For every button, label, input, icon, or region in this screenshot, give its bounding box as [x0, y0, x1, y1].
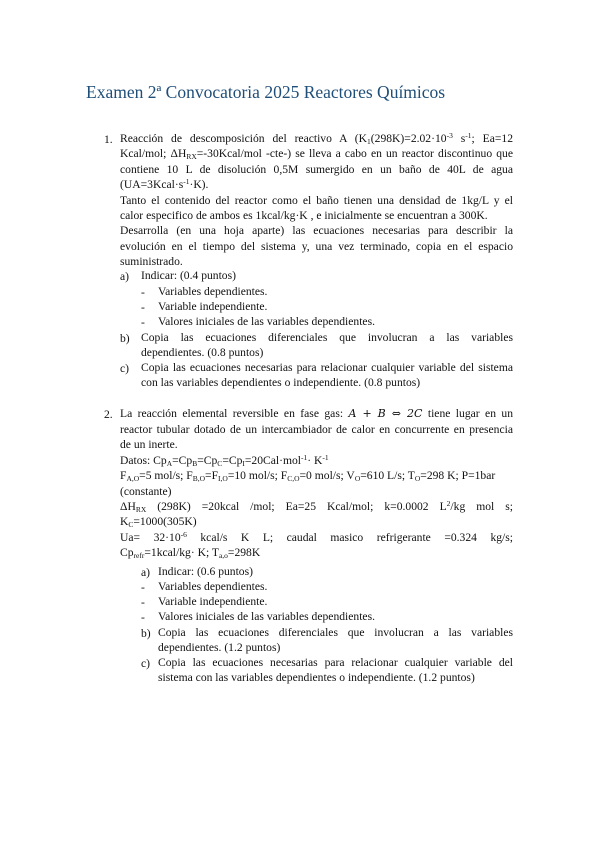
q2-data-line-5: $K_C=1000(305K)$: [120, 515, 197, 530]
q2-bullet-dash: -: [141, 581, 145, 594]
question-1-number: 1.: [104, 133, 113, 146]
q2-part-c-line-2: sistema con las variables dependientes o independiente. (1.2 puntos): [158, 671, 475, 685]
q2-data-line-7: $Cp_{refr}=1kcal/kg\cdot K$; $T_{a,o}=298K$: [120, 546, 261, 561]
q1-part-b-line-2: dependientes. (0.8 puntos): [141, 346, 264, 360]
q2-part-b-line-2: dependientes. (1.2 puntos): [158, 641, 281, 655]
q2-bullet-dash: -: [141, 596, 145, 609]
q2-part-a-text: Indicar: (0.6 puntos): [158, 565, 253, 578]
q2-line-3: de un inerte.: [120, 438, 178, 452]
q2-data-line-2: $F_{A,O}=5$ mol/s; $F_{B,O}=F_{I,O}=10$ mol/s; $F_{C,O}=0$ mol/s; $V_O=610$ L/s; $T_O=298$ K; P=1bar: [120, 469, 496, 484]
q1-part-a-label: a): [120, 270, 130, 283]
q2-bullet-dash: -: [141, 611, 145, 624]
q2-part-c-label: c): [141, 657, 151, 670]
q1-part-c-line-1: Copia las ecuaciones necesarias para relacionar cualquier variable del sistema: [141, 361, 513, 374]
q2-part-b-line-1: Copia las ecuaciones diferenciales que involucran a las variables: [158, 626, 513, 639]
q2-part-c-text: [158, 655, 513, 686]
q1-part-b-line-1: Copia las ecuaciones diferenciales que involucran a las variables: [141, 331, 513, 344]
question-1-statement: [120, 131, 513, 270]
q1-line-6: calor especifico de ambos es 1kcal/kg·K , e inicialmente se encuentran a 300K.: [120, 209, 488, 223]
q2-data-line-3: (constante): [120, 484, 172, 498]
page-title: Examen 2ª Convocatoria 2025 Reactores Químicos: [86, 82, 446, 102]
reaction-equation: A + B ⇔ 2C: [348, 407, 423, 420]
q2-line-2: reactor tubular dotado de un intercambiador de calor en concurrente en presencia: [120, 423, 513, 436]
q2-part-b-label: b): [141, 627, 151, 640]
q2-line-1: La reacción elemental reversible en fase gas: A + B ⇔ 2C tiene lugar en un: [120, 407, 514, 420]
q1-bullet-dash: -: [141, 316, 145, 329]
q1-line-5: Tanto el contenido del reactor como el baño tienen una densidad de 1kg/L y el: [120, 193, 513, 207]
q2-bullet-3: Valores iniciales de las variables dependientes.: [158, 610, 375, 623]
question-2-statement: [120, 405, 513, 561]
q2-part-c-line-1: Copia las ecuaciones necesarias para relacionar cualquier variable del: [158, 656, 513, 669]
q1-bullet-2: Variable independiente.: [158, 300, 268, 313]
q2-part-a-label: a): [141, 566, 151, 579]
q1-part-c-line-2: con las variables dependientes o independiente. (0.8 puntos): [141, 376, 421, 390]
q1-line-1: Reacción de descomposición del reactivo A ($K_1(298K)=2.02\cdot 10^{-3}$ $s^{-1}$; Ea=12: [120, 131, 513, 146]
q1-line-9: suministrado.: [120, 255, 183, 269]
q1-bullet-3: Valores iniciales de las variables dependientes.: [158, 315, 375, 328]
q1-part-a-text: Indicar: (0.4 puntos): [141, 269, 236, 282]
q2-bullet-1: Variables dependientes.: [158, 580, 268, 593]
q1-part-b-label: b): [120, 332, 130, 345]
q1-bullet-1: Variables dependientes.: [158, 285, 268, 298]
q2-data-line-6: $Ua= 32\cdot 10^{-6}$ kcal/s K L; caudal masico refrigerante =0.324 kg/s;: [120, 529, 513, 544]
q2-bullet-2: Variable independiente.: [158, 595, 268, 608]
q1-line-2: Kcal/mol; $\Delta H_{RX}=-30Kcal$/mol -cte-) se lleva a cabo en un reactor discontinuo que: [120, 147, 513, 162]
q1-part-b-text: [141, 330, 513, 361]
q1-part-c-label: c): [120, 362, 130, 375]
q1-part-c-text: [141, 360, 513, 391]
q2-data-line-4: $\Delta H_{RX}$ (298K) =20kcal /mol; Ea=25 Kcal/mol; k=0.0002 $L^2/kg$ mol s;: [120, 499, 513, 515]
q1-line-4: $(UA=3Kcal\cdot s^{-1}\cdot K)$.: [120, 177, 209, 192]
q1-bullet-dash: -: [141, 301, 145, 314]
q1-line-8: evolución en el tiempo del sistema y, una vez terminado, copia en el espacio: [120, 239, 513, 253]
q1-bullet-dash: -: [141, 286, 145, 299]
q2-part-b-text: [158, 625, 513, 656]
q2-data-line-1: Datos: $Cp_A=Cp_B=Cp_C=Cp_I=20Cal\cdot mol^{-1}\cdot K^{-1}$: [120, 452, 329, 468]
question-2-number: 2.: [104, 408, 113, 421]
q1-line-3: contiene 10 L de disolución 0,5M sumergido en un baño de 40L de agua: [120, 162, 513, 176]
q1-line-7: Desarrolla (en una hoja aparte) las ecuaciones necesarias para describir la: [120, 224, 513, 238]
